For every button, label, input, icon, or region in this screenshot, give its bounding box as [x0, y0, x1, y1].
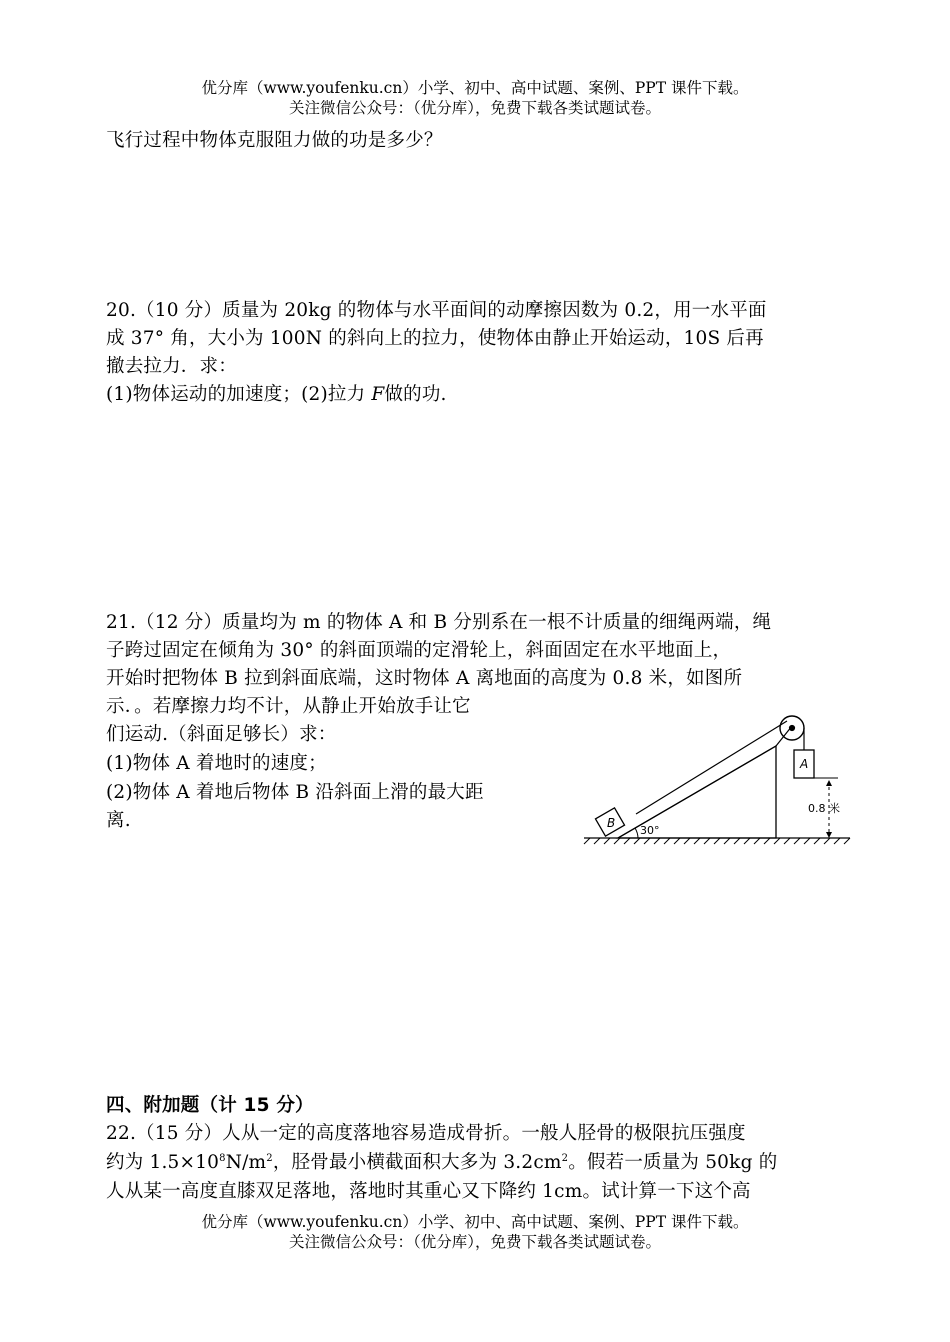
height-arrow-down — [826, 832, 832, 838]
label-a: A — [800, 757, 809, 771]
q22-line-2d: 。假若一质量为 50kg 的 — [568, 1152, 778, 1173]
q21-line-4: 示．。若摩擦力均不计，从静止开始放手让它 — [106, 696, 471, 717]
q19-tail: 飞行过程中物体克服阻力做的功是多少？ — [106, 130, 443, 151]
header-line-1: 优分库（www.youfenku.cn）小学、初中、高中试题、案例、PPT 课件下载。 — [201, 79, 749, 97]
q22-exp-2: 2 — [266, 1153, 273, 1164]
q20-line-4 — [106, 382, 447, 408]
ground-hatching — [584, 838, 850, 844]
label-angle: 30° — [640, 824, 660, 837]
incline-pulley-figure — [580, 700, 860, 850]
q20-line-3: 撤去拉力．求： — [106, 356, 237, 377]
q21-line-2: 子跨过固定在倾角为 30° 的斜面顶端的定滑轮上，斜面固定在水平地面上， — [106, 640, 732, 661]
q22-line-2b: N/m — [225, 1152, 267, 1173]
q22-line-2 — [106, 1150, 777, 1176]
section-4-title: 四、附加题（计 15 分） — [106, 1095, 314, 1116]
q22-line-1: 22.（15 分）人从一定的高度落地容易造成骨折。一般人胫骨的极限抗压强度 — [106, 1123, 746, 1144]
label-b: B — [607, 816, 616, 830]
q21-line-1: 21.（12 分）质量均为 m 的物体 A 和 B 分别系在一根不计质量的细绳两端，绳 — [106, 612, 772, 633]
q21-line-5: 们运动.（斜面足够长）求： — [106, 724, 337, 745]
q20-line-1: 20.（10 分）质量为 20kg 的物体与水平面间的动摩擦因数为 0.2，用一水平面 — [106, 300, 767, 321]
height-arrow-up — [826, 780, 832, 786]
q20-line-4b: 做的功. — [384, 384, 447, 405]
footer-line-2: 关注微信公众号：（优分库），免费下载各类试题试卷。 — [288, 1233, 661, 1251]
pulley-axle — [790, 726, 795, 731]
rope-incline — [636, 721, 787, 814]
q22-exp-1: 8 — [219, 1153, 226, 1164]
q21-line-6: (1)物体 A 着地时的速度； — [106, 753, 327, 774]
q22-line-3: 人从某一高度直膝双足落地，落地时其重心又下降约 1cm。试计算一下这个高 — [106, 1181, 751, 1202]
q22-line-2a: 约为 1.5×10 — [106, 1152, 220, 1173]
q22-exp-3: 2 — [561, 1153, 569, 1164]
q22-line-2c: ，胫骨最小横截面积大多为 3.2cm — [272, 1152, 562, 1173]
q20-line-4a: (1)物体运动的加速度；(2)拉力 — [106, 384, 372, 405]
footer-line-1: 优分库（www.youfenku.cn）小学、初中、高中试题、案例、PPT 课件下载。 — [201, 1213, 749, 1231]
q21-line-7: (2)物体 A 着地后物体 B 沿斜面上滑的最大距 — [106, 782, 484, 803]
q20-line-4-f: F — [371, 384, 385, 405]
q21-line-3: 开始时把物体 B 拉到斜面底端，这时物体 A 离地面的高度为 0.8 米，如图所 — [106, 668, 743, 689]
label-height: 0.8 米 — [808, 802, 840, 815]
q21-line-8: 离. — [106, 810, 131, 831]
q20-line-2: 成 37° 角，大小为 100N 的斜向上的拉力，使物体由静止开始运动，10S 后再 — [106, 328, 764, 349]
header-line-2: 关注微信公众号：（优分库），免费下载各类试题试卷。 — [288, 99, 661, 117]
angle-arc — [635, 828, 638, 838]
